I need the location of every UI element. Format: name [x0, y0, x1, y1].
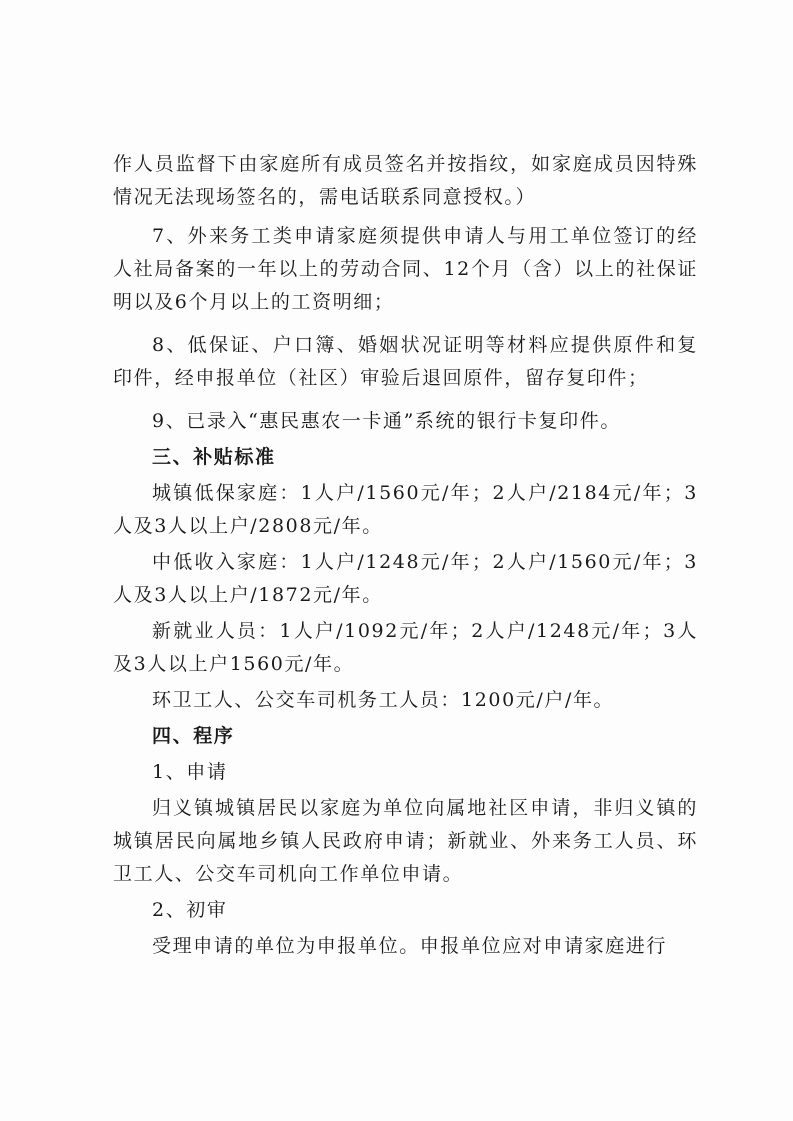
paragraph-sanitation-bus-driver-subsidy: 环卫工人、公交车司机务工人员：1200元/户/年。: [152, 689, 615, 711]
paragraph-application-details: 归义镇城镇居民以家庭为单位向属地社区申请，非归义镇的城镇居民向属地乡镇人民政府申请；新就业、外来务工人员、环卫工人、公交车司机向工作单位申请。: [113, 797, 698, 885]
paragraph-middle-low-income-subsidy: 中低收入家庭：1人户/1248元/年；2人户/1560元/年；3人及3人以上户/1872元/年。: [113, 551, 698, 606]
paragraph-item-8-original-documents: 8、低保证、户口簿、婚姻状况证明等材料应提供原件和复印件，经申报单位（社区）审验后退回原件，留存复印件；: [113, 334, 698, 389]
document-body: [113, 148, 698, 963]
paragraph-item-9-bank-card: 9、已录入“惠民惠农一卡通”系统的银行卡复印件。: [152, 410, 621, 432]
paragraph-preliminary-review-details: 受理申请的单位为申报单位。申报单位应对申请家庭进行: [152, 935, 668, 957]
paragraph-item-7-migrant-worker-documents: 7、外来务工类申请家庭须提供申请人与用工单位签订的经人社局备案的一年以上的劳动合同、12个月（含）以上的社保证明以及6个月以上的工资明细；: [113, 225, 698, 313]
paragraph-signature-note: 作人员监督下由家庭所有成员签名并按指纹，如家庭成员因特殊情况无法现场签名的，需电话联系同意授权。）: [113, 153, 698, 208]
section-heading-procedure: 四、程序: [152, 725, 235, 747]
subheading-application: 1、申请: [152, 761, 228, 783]
paragraph-new-employee-subsidy: 新就业人员：1人户/1092元/年；2人户/1248元/年；3人及3人以上户1560元/年。: [113, 620, 698, 675]
paragraph-urban-low-income-subsidy: 城镇低保家庭：1人户/1560元/年；2人户/2184元/年；3人及3人以上户/2808元/年。: [113, 482, 698, 537]
subheading-preliminary-review: 2、初审: [152, 899, 228, 921]
section-heading-subsidy-standard: 三、补贴标准: [152, 446, 276, 468]
